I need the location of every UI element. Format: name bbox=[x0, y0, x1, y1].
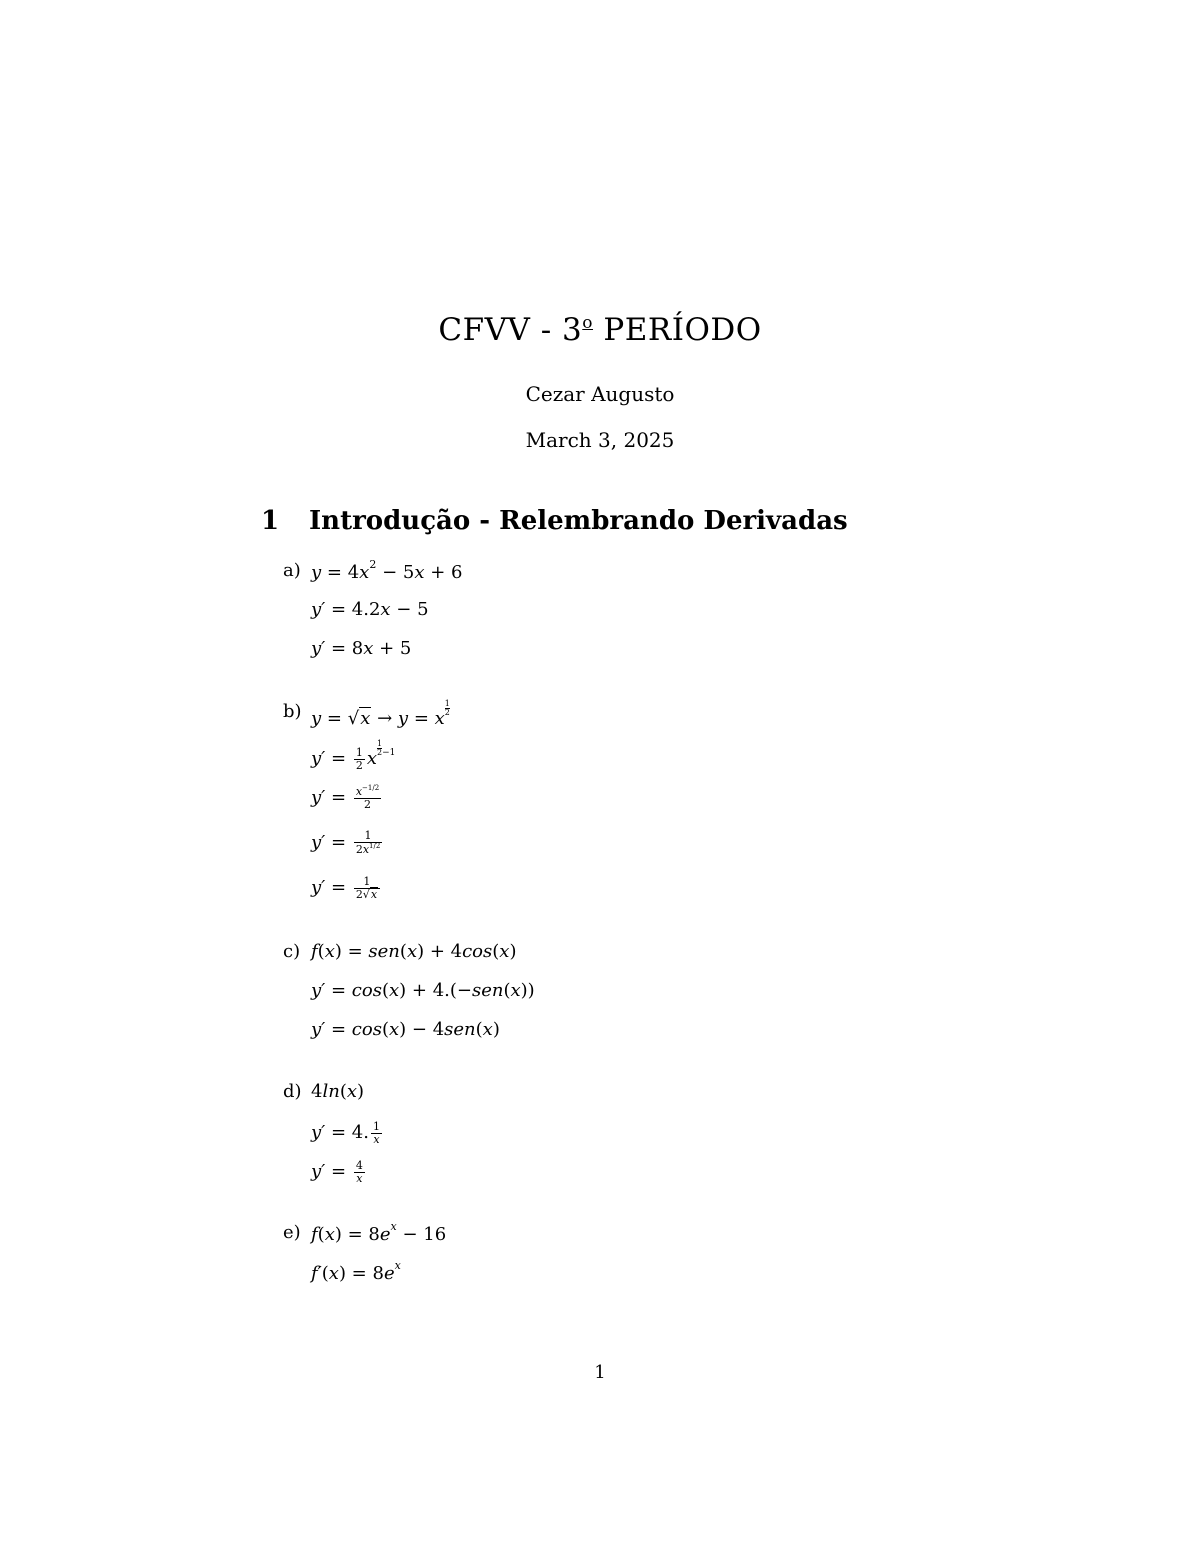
equation-a-2-text: y′ = 4.2x − 5 bbox=[311, 599, 429, 620]
equation-c-2 bbox=[311, 982, 535, 1000]
equation-d-3-text: y′ = $\frac{4}{x}$ bbox=[311, 1159, 363, 1185]
title-rest: PERÍODO bbox=[593, 312, 762, 348]
equation-e-1 bbox=[311, 1220, 447, 1245]
title-main: CFVV - 3 bbox=[438, 312, 583, 348]
document-date: March 3, 2025 bbox=[525, 428, 675, 452]
equation-b-1-text: y = √x → y = x $\frac{1}{2}$ bbox=[311, 699, 450, 729]
equation-a-3 bbox=[311, 640, 411, 658]
equation-a-1-text: $y = 4x^2 - 5x + 6$ bbox=[311, 558, 463, 583]
item-label-a: a) bbox=[283, 560, 301, 581]
equation-b-4-text: y′ = $\frac{1}{2x^{1/2}}$ bbox=[311, 829, 381, 856]
title-ordinal: o bbox=[582, 313, 594, 333]
equation-c-3-text: y′ = cos(x) − 4sen(x) bbox=[311, 1019, 500, 1040]
equation-b-4 bbox=[311, 830, 384, 855]
equation-b-2-text: y′ = $\frac{1}{2}$ x $\frac{1}{2}$ $^{-1}$ bbox=[311, 739, 396, 772]
item-label-b: b) bbox=[283, 701, 302, 722]
equation-e-2-text: $f'(x) = 8e^x$ bbox=[311, 1259, 401, 1284]
equation-c-1 bbox=[311, 943, 516, 961]
equation-d-2-text: y′ = 4. $\frac{1}{x}$ bbox=[311, 1120, 380, 1146]
section-title: Introdução - Relembrando Derivadas bbox=[309, 506, 848, 536]
section-heading bbox=[261, 506, 848, 536]
equation-d-1 bbox=[311, 1083, 364, 1101]
equation-e-1-text: $f(x) = 8e^x - 16$ bbox=[311, 1220, 447, 1245]
equation-e-2 bbox=[311, 1259, 401, 1284]
equation-b-1 bbox=[311, 700, 450, 728]
page-number: 1 bbox=[594, 1362, 606, 1383]
document-author: Cezar Augusto bbox=[525, 382, 675, 406]
equation-d-3 bbox=[311, 1160, 367, 1184]
equation-b-5 bbox=[311, 876, 382, 900]
equation-a-3-text: y′ = 8x + 5 bbox=[311, 638, 412, 659]
equation-c-2-text: y′ = cos(x) + 4.(−sen(x)) bbox=[311, 980, 535, 1001]
document-title bbox=[0, 312, 1200, 348]
equation-d-1-text: 4ln(x) bbox=[311, 1081, 365, 1102]
equation-c-3 bbox=[311, 1021, 500, 1039]
equation-b-5-text: y′ = $\frac{1}{2√x}$ bbox=[311, 877, 382, 898]
equation-b-2 bbox=[311, 740, 395, 771]
equation-d-2 bbox=[311, 1121, 384, 1145]
equation-c-1-text: f(x) = sen(x) + 4cos(x) bbox=[311, 941, 517, 962]
item-label-d: d) bbox=[283, 1081, 302, 1102]
equation-a-2 bbox=[311, 601, 429, 619]
equation-b-3-text: y′ = $\frac{x^{-1/2}}{2}$ bbox=[311, 784, 380, 811]
item-label-c: c) bbox=[283, 941, 301, 962]
item-label-e: e) bbox=[283, 1222, 301, 1243]
equation-b-3 bbox=[311, 785, 383, 810]
section-number: 1 bbox=[261, 506, 280, 536]
equation-a-1 bbox=[311, 558, 463, 583]
